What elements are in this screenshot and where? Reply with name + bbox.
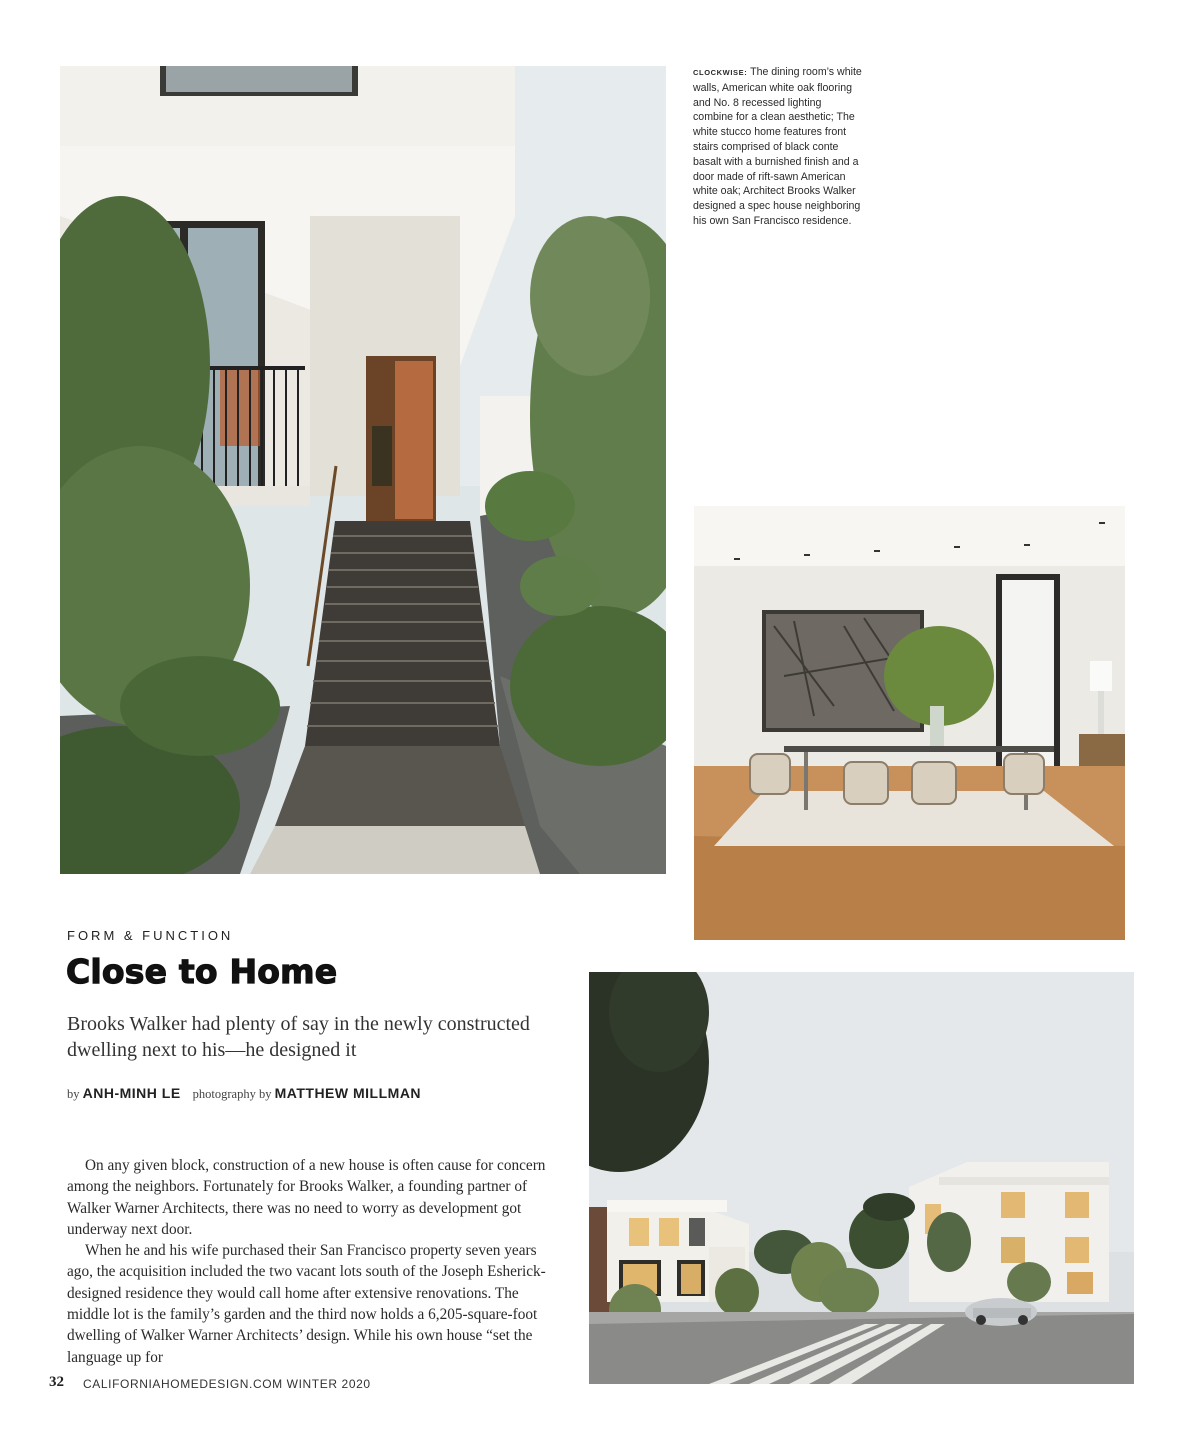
- caption-text: The dining room’s white walls, American white oak flooring and No. 8 recessed lighting combine for a clean aesthetic; The white stucco home features front stairs comprised of black conte basalt with a burnished finish and a door made of rift-sawn American white oak; Architect Brooks Walker designed a spec house neighboring his own San Francisco residence.: [693, 66, 862, 227]
- section-label: FORM & FUNCTION: [67, 928, 234, 943]
- dining-room-photo: [694, 506, 1125, 940]
- footer-site-issue: CALIFORNIAHOMEDESIGN.COM WINTER 2020: [83, 1377, 371, 1391]
- article-headline: Close to Home: [66, 952, 338, 991]
- article-dek: Brooks Walker had plenty of say in the newly constructed dwelling next to his—he designed it: [67, 1013, 530, 1061]
- article-body: [67, 1155, 547, 1368]
- body-paragraph: When he and his wife purchased their San Francisco property seven years ago, the acquisition included the two vacant lots south of the Joseph Esherick-designed residence they would call home after extensive renovations. The middle lot is the family’s garden and the third now holds a 6,205-square-foot dwelling of Walker Warner Architects’ design. While his own house “set the language up for: [67, 1242, 546, 1366]
- page-number: 32: [49, 1374, 64, 1390]
- photo-credit-prefix: photography by: [192, 1087, 275, 1101]
- caption-lead: CLOCKWISE:: [693, 68, 748, 77]
- byline: [67, 1085, 421, 1102]
- author-name: ANH-MINH LE: [82, 1085, 181, 1101]
- photo-caption: [693, 65, 863, 229]
- byline-prefix: by: [67, 1087, 83, 1101]
- entry-stairs-photo: [60, 66, 666, 874]
- photographer-name: MATTHEW MILLMAN: [274, 1085, 422, 1101]
- body-paragraph: On any given block, construction of a new house is often cause for concern among the neighbors. Fortunately for Brooks Walker, a founding partner of Walker Warner Architects, there was no need to worry as development got underway next door.: [67, 1157, 546, 1238]
- street-view-photo: [589, 972, 1134, 1384]
